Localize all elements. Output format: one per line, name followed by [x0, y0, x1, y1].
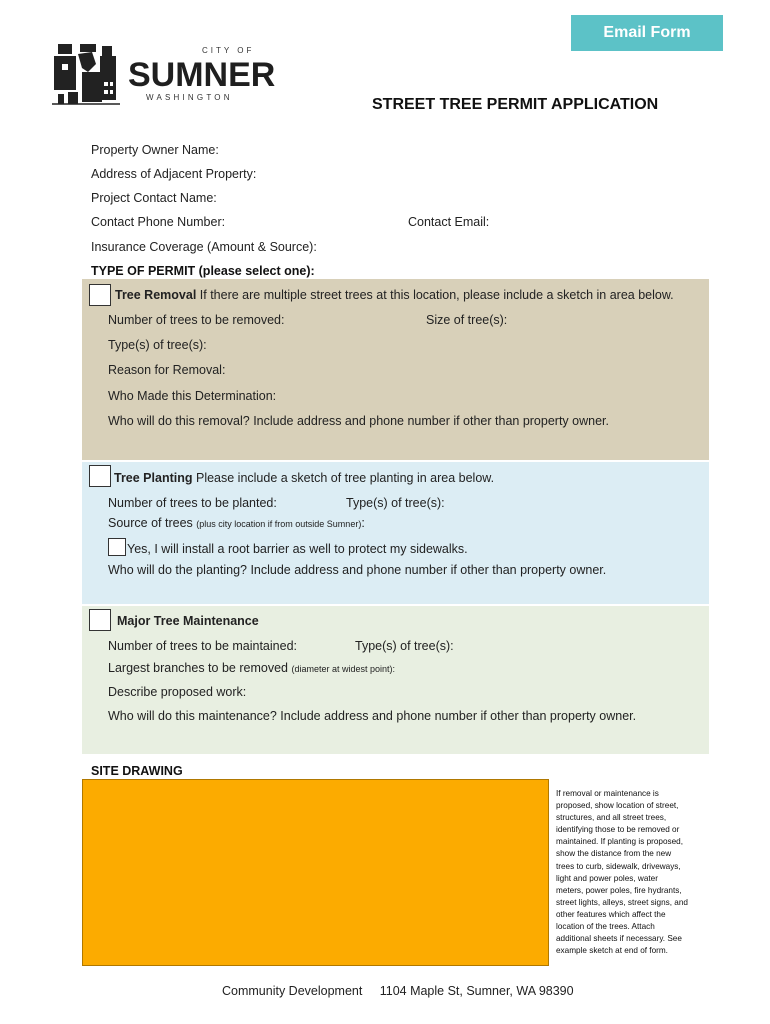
- site-note-line: show the distance from the new: [556, 849, 672, 859]
- removal-types-field[interactable]: Type(s) of tree(s):: [108, 338, 207, 352]
- root-barrier-label: Yes, I will install a root barrier as well to protect my sidewalks.: [127, 542, 468, 556]
- site-drawing-heading: SITE DRAWING: [91, 764, 183, 778]
- site-note-line: light and power poles, water: [556, 873, 658, 883]
- site-drawing-area[interactable]: [82, 779, 549, 966]
- tree-removal-heading: [115, 288, 674, 302]
- tree-planting-heading: [114, 471, 494, 485]
- email-field[interactable]: Contact Email:: [408, 215, 490, 229]
- logo-city-text: CITY OF: [202, 46, 255, 55]
- planting-who-field[interactable]: Who will do the planting? Include address and phone number if other than property owner.: [108, 563, 607, 577]
- tree-removal-description: If there are multiple street trees at this location, please include a sketch in area below.: [199, 288, 674, 302]
- removal-who-field[interactable]: Who will do this removal? Include address and phone number if other than property owner.: [108, 414, 609, 428]
- tree-removal-checkbox[interactable]: [89, 284, 111, 306]
- site-note-line: example sketch at end of form.: [556, 946, 668, 956]
- city-logo: [52, 42, 282, 108]
- site-note-line: street lights, alleys, street signs, and: [556, 897, 688, 907]
- maintenance-branches-note: (diameter at widest point):: [291, 664, 395, 674]
- tree-planting-title: Tree Planting: [114, 471, 193, 485]
- site-note-line: meters, power poles, fire hydrants,: [556, 885, 682, 895]
- site-note-line: trees to curb, sidewalk, driveways,: [556, 861, 681, 871]
- address-field[interactable]: Address of Adjacent Property:: [91, 167, 257, 181]
- owner-name-field[interactable]: Property Owner Name:: [91, 143, 219, 157]
- email-form-button[interactable]: Email Form: [571, 15, 723, 51]
- logo-state-text: WASHINGTON: [146, 93, 233, 102]
- site-note-line: maintained. If planting is proposed,: [556, 837, 683, 847]
- root-barrier-checkbox[interactable]: [108, 538, 126, 556]
- site-drawing-note: [556, 788, 712, 957]
- planting-source-label: Source of trees: [108, 516, 193, 530]
- site-note-line: identifying those to be removed or: [556, 825, 680, 835]
- footer-address: 1104 Maple St, Sumner, WA 98390: [379, 984, 574, 998]
- planting-source-note: (plus city location if from outside Sumner): [196, 519, 362, 529]
- tree-maintenance-title: Major Tree Maintenance: [117, 614, 259, 628]
- city-emblem-icon: [52, 42, 120, 108]
- permit-type-heading: TYPE OF PERMIT (please select one):: [91, 264, 315, 278]
- maintenance-describe-field[interactable]: Describe proposed work:: [108, 685, 247, 699]
- footer: [222, 984, 574, 998]
- removal-size-field[interactable]: Size of tree(s):: [426, 313, 508, 327]
- site-note-line: location of the trees. Attach: [556, 922, 655, 932]
- tree-planting-checkbox[interactable]: [89, 465, 111, 487]
- site-note-line: structures, and all street trees,: [556, 813, 667, 823]
- phone-field[interactable]: Contact Phone Number:: [91, 215, 226, 229]
- page-title: STREET TREE PERMIT APPLICATION: [372, 96, 659, 113]
- planting-count-field[interactable]: Number of trees to be planted:: [108, 496, 277, 510]
- site-note-line: proposed, show location of street,: [556, 801, 679, 811]
- maintenance-types-field[interactable]: Type(s) of tree(s):: [355, 639, 454, 653]
- removal-reason-field[interactable]: Reason for Removal:: [108, 363, 226, 377]
- site-note-line: additional sheets if necessary. See: [556, 934, 682, 944]
- tree-planting-description: Please include a sketch of tree planting in area below.: [195, 471, 495, 485]
- removal-count-field[interactable]: Number of trees to be removed:: [108, 313, 285, 327]
- logo-city-name: SUMNER: [128, 56, 276, 94]
- tree-removal-title: Tree Removal: [115, 288, 197, 302]
- footer-department: Community Development: [222, 984, 363, 998]
- tree-maintenance-section: [82, 606, 709, 754]
- planting-types-field[interactable]: Type(s) of tree(s):: [346, 496, 445, 510]
- site-note-line: other features which affect the: [556, 909, 666, 919]
- maintenance-branches-field[interactable]: [108, 661, 395, 675]
- site-note-line: If removal or maintenance is: [556, 789, 659, 798]
- removal-determination-field[interactable]: Who Made this Determination:: [108, 389, 277, 403]
- planting-source-field[interactable]: [108, 516, 365, 530]
- maintenance-who-field[interactable]: Who will do this maintenance? Include address and phone number if other than property owner.: [108, 709, 637, 723]
- tree-maintenance-checkbox[interactable]: [89, 609, 111, 631]
- project-contact-field[interactable]: Project Contact Name:: [91, 191, 217, 205]
- insurance-field[interactable]: Insurance Coverage (Amount & Source):: [91, 240, 317, 254]
- planting-source-colon: :: [361, 516, 365, 530]
- maintenance-count-field[interactable]: Number of trees to be maintained:: [108, 639, 297, 653]
- maintenance-branches-label: Largest branches to be removed: [108, 661, 288, 675]
